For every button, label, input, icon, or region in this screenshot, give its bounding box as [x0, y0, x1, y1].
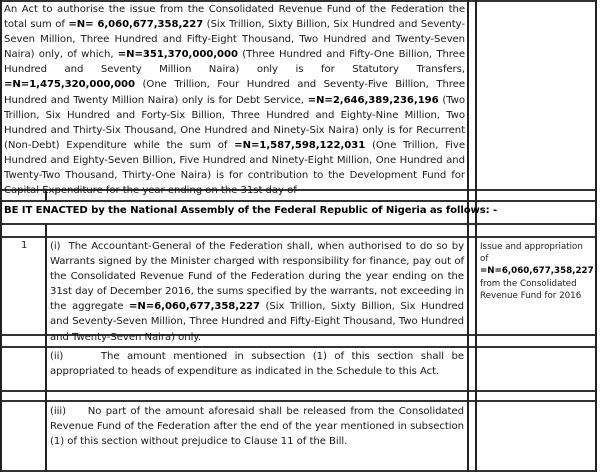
total-amount: =N= 6,060,677,358,227: [68, 19, 204, 31]
preamble-segment: (One Trillion, Five Hundred and Eighty-Seven Billion, Five Hundred and Ninety-Eight Million, One Hundred and Twenty-Two Thousand, Thirty-One Naira) is for contribution to the Development Fund for Capital Expenditure for the year ending on the 31st day of: [4, 139, 465, 197]
marginal-note-prefix: of: [480, 254, 489, 265]
preamble-segment: (Three Hundred and Fifty-One Billion, Three Hundred and Seventy Million Naira) only is for Statutory Transfers,: [4, 49, 465, 76]
recurrent-expenditure-amount: =N=2,646,389,236,196: [307, 94, 439, 106]
row-divider: [0, 400, 597, 402]
marginal-note-line: Issue and appropriation: [480, 242, 583, 252]
subsection-text: The Accountant-General of the Federation shall, when authorised to do so by Warrants signed by the Minister charged with responsibility for finance, pay out of the Consolidated Revenue Fund of the Federation during the year ending on the 31st day of December 2016, the sums specified by the warrants, not exceeding in the aggregate: [50, 241, 464, 313]
marginal-note-line: Revenue Fund for 2016: [480, 290, 582, 301]
preamble-segment: (Two Trillion, Six Hundred and Forty-Six Billion, Three Hundred and Eighty-Nine Million, Two Hundred and Thirty-Six Thousand, One Hundred and Ninety-Six Naira) only is for Recurrent (Non-Debt) Expenditure while the sum of: [4, 94, 465, 151]
preamble-text: [4, 2, 465, 198]
subsection-label: (ii): [50, 351, 64, 362]
marginal-note: [480, 241, 594, 302]
marginal-note-line: [480, 253, 594, 277]
preamble-segment: (One Trillion, Four Hundred and Seventy-Five Billion, Three Hundred and Twenty Million Naira) only is for Debt Service,: [4, 79, 465, 106]
subsection-label: (i): [50, 241, 61, 252]
debt-service-amount: =N=1,475,320,000,000: [4, 79, 136, 91]
statutory-transfers-amount: =N=351,370,000,000: [117, 49, 238, 61]
aggregate-amount: =N=6,060,677,358,227: [128, 301, 260, 313]
preamble-segment: (Six Trillion, Sixty Billion, Six Hundred and Seventy-Seven Million, Three Hundred and Fifty-Eight Thousand, Two Hundred and Twenty-Seven Naira) only, of which,: [4, 19, 466, 61]
row-divider: [0, 236, 597, 238]
table-border-left: [0, 0, 2, 472]
row-divider: [0, 346, 597, 348]
row-divider: [0, 200, 597, 202]
capital-expenditure-amount: =N=1,587,598,122,031: [234, 139, 366, 151]
subsection-text: (Six Trillion, Sixty Billion, Six Hundred and Seventy-Seven Million, Three Hundred and Fifty-Eight Thousand, Two Hundred and Twenty-Seven Naira) only.: [50, 301, 464, 343]
subsection-label: (iii): [50, 406, 67, 417]
subsection-text: No part of the amount aforesaid shall be released from the Consolidated Revenue Fund of the Federation after the end of the year mentioned in subsection (1) of this section without prejudice to Clause 11 of the Bill.: [50, 406, 464, 448]
clause-number: 1: [21, 240, 28, 251]
subsection-iii: [50, 404, 464, 449]
marginal-note-amount: =N=6,060,677,358,227: [480, 266, 594, 277]
subsection-ii: [50, 349, 464, 379]
column-divider-number: [45, 223, 47, 472]
column-divider-text: [467, 0, 469, 472]
marginal-note-line: from the Consolidated: [480, 278, 577, 289]
enacting-clause: BE IT ENACTED by the National Assembly of the Federal Republic of Nigeria as follows: -: [4, 205, 498, 216]
column-divider-gap: [475, 0, 477, 472]
table-border-right: [595, 0, 597, 472]
preamble-intro: An Act to authorise the issue from the Consolidated Revenue Fund of the Federation the total sum of: [4, 4, 465, 31]
subsection-i: [50, 239, 464, 345]
row-divider: [0, 223, 597, 225]
row-divider: [0, 390, 597, 392]
subsection-text: The amount mentioned in subsection (1) of this section shall be appropriated to heads of expenditure as indicated in the Schedule to this Act.: [50, 351, 465, 378]
